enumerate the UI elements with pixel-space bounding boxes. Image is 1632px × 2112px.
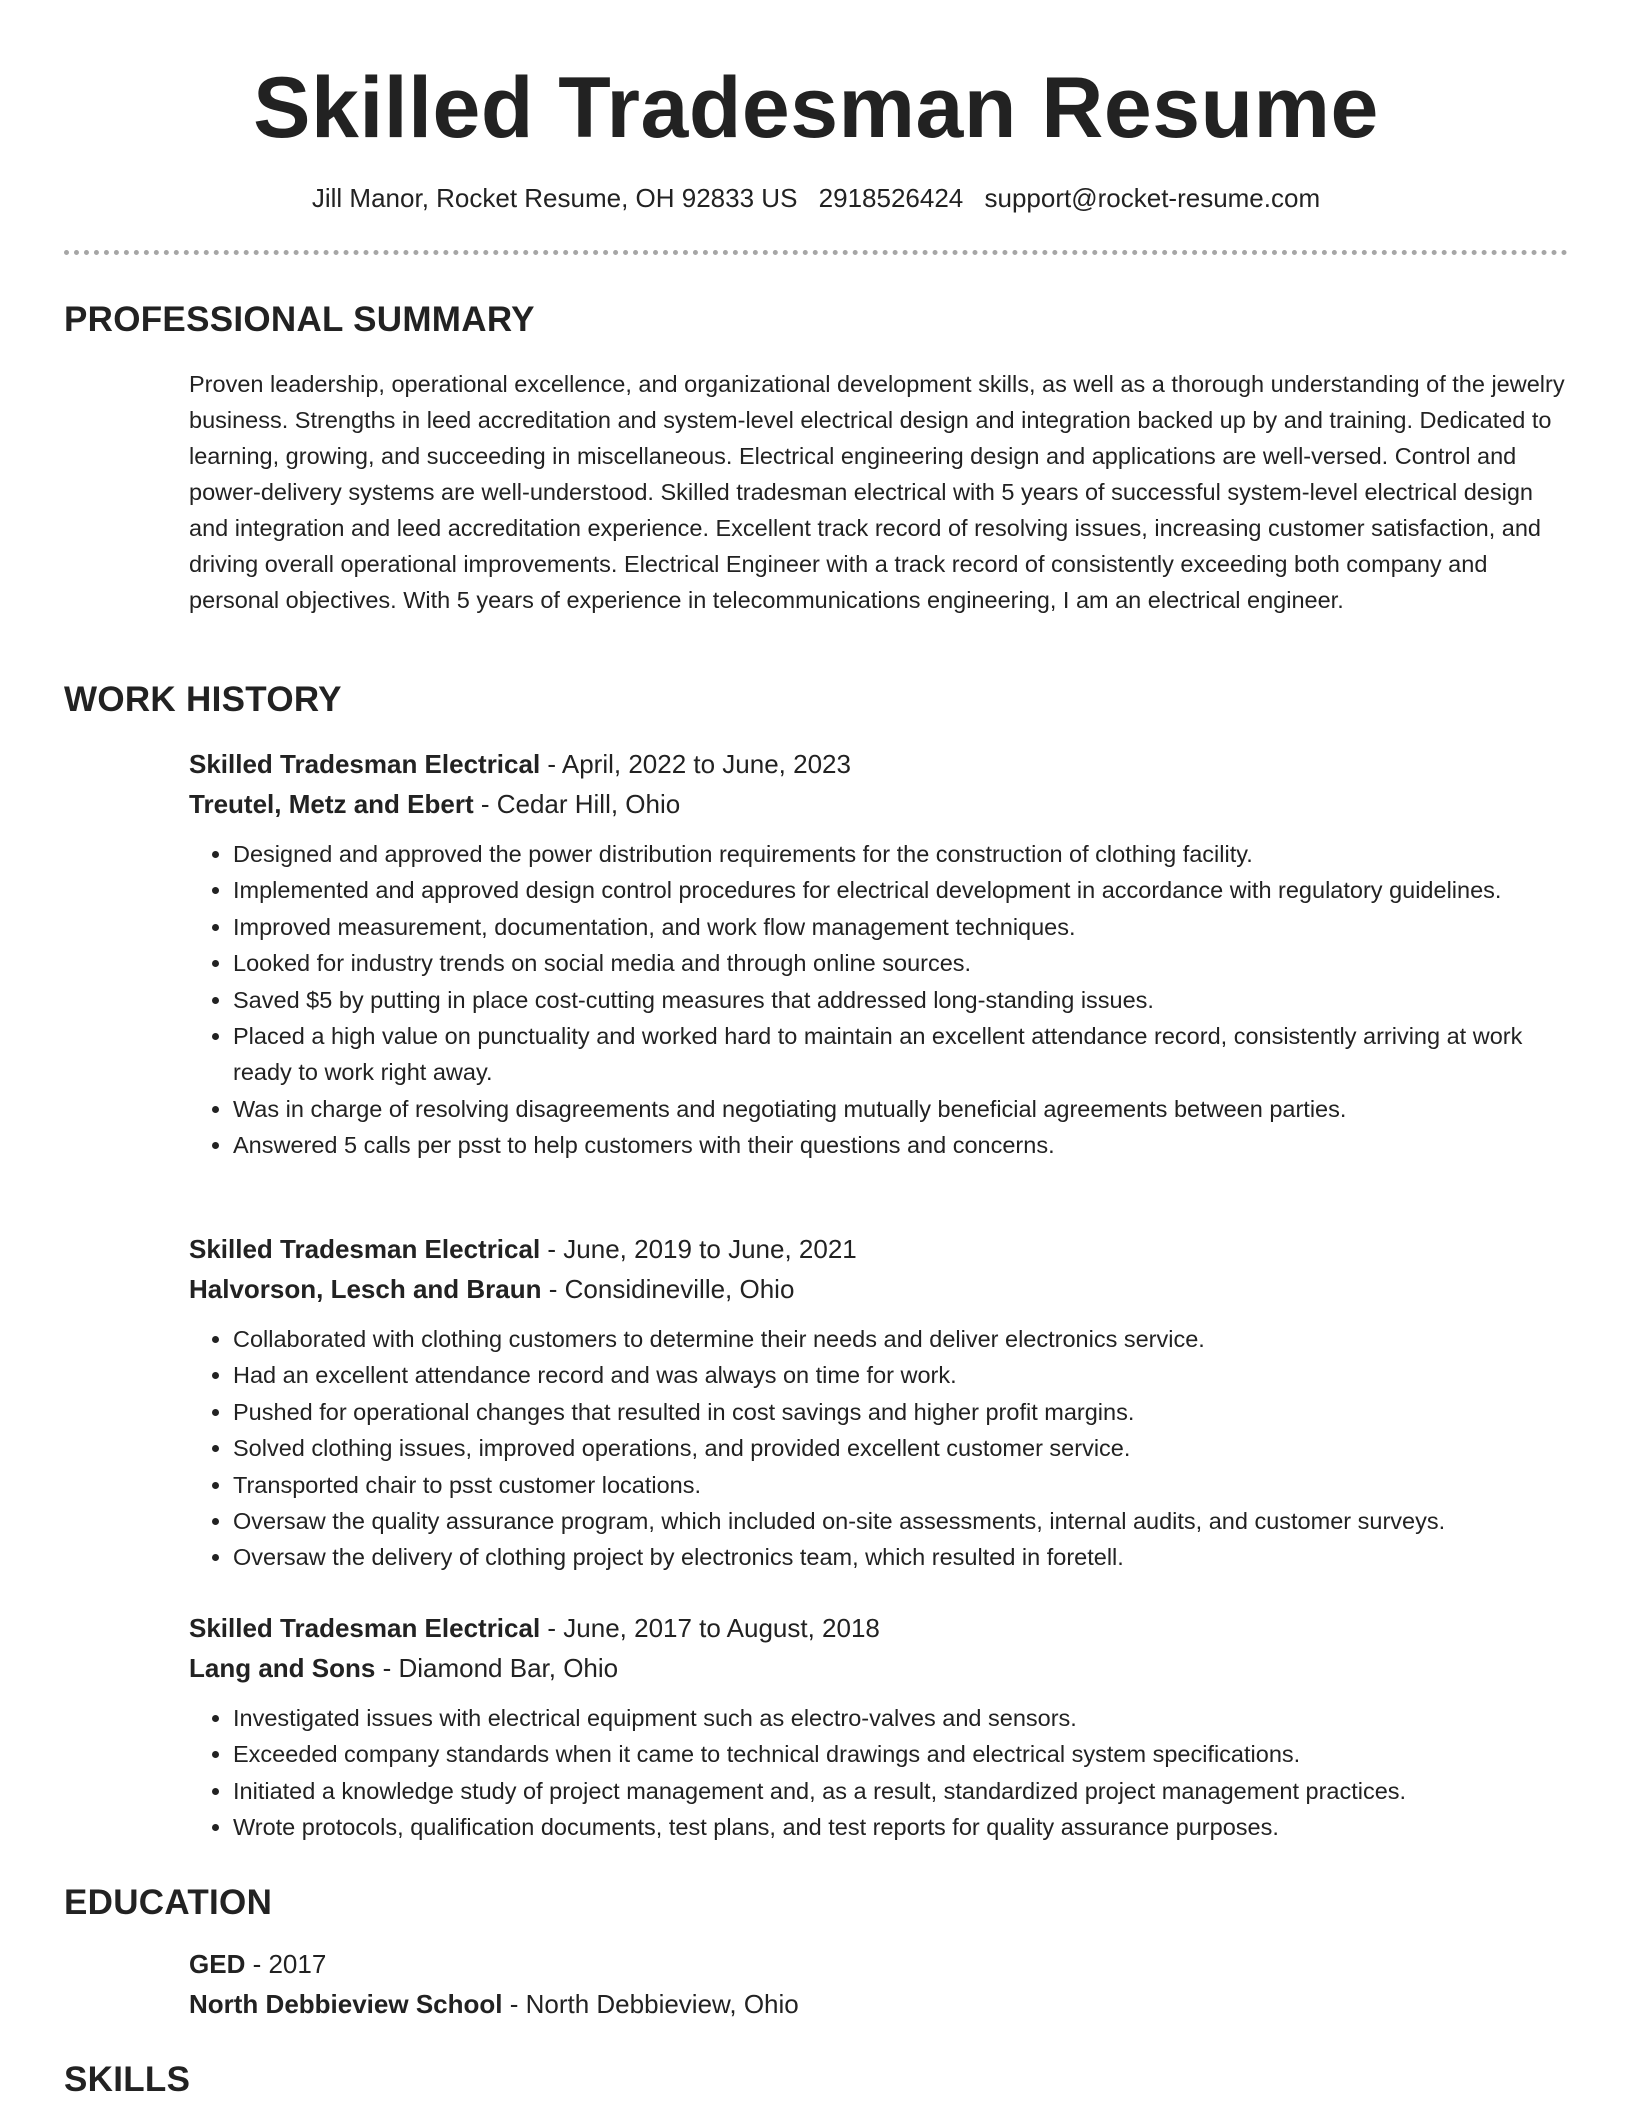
job-title: Skilled Tradesman Electrical bbox=[189, 1234, 541, 1264]
job-entry bbox=[189, 744, 1569, 1164]
job-company: Treutel, Metz and Ebert bbox=[189, 789, 474, 819]
job-duty: • Investigated issues with electrical equipment such as electro-valves and sensors. bbox=[233, 1700, 1569, 1736]
job-duty: • Wrote protocols, qualification documents, test plans, and test reports for quality assurance purposes. bbox=[233, 1809, 1569, 1845]
education-school: North Debbieview School bbox=[189, 1989, 503, 2019]
job-duty: • Implemented and approved design control procedures for electrical development in accordance with regulatory guidelines. bbox=[233, 872, 1569, 908]
job-dates: - April, 2022 to June, 2023 bbox=[540, 749, 851, 779]
job-duty: • Designed and approved the power distribution requirements for the construction of clothing facility. bbox=[233, 836, 1569, 872]
job-duty: • Placed a high value on punctuality and worked hard to maintain an excellent attendance record, consistently arriving at work ready to work right away. bbox=[233, 1018, 1569, 1091]
job-dates: - June, 2019 to June, 2021 bbox=[540, 1234, 857, 1264]
summary-heading: PROFESSIONAL SUMMARY bbox=[64, 300, 535, 339]
job-title: Skilled Tradesman Electrical bbox=[189, 1613, 541, 1643]
skills-heading: SKILLS bbox=[64, 2060, 191, 2099]
education-degree: GED bbox=[189, 1949, 246, 1979]
job-company-line bbox=[189, 1269, 1569, 1309]
contact-info bbox=[0, 180, 1632, 216]
job-duty: • Transported chair to psst customer locations. bbox=[233, 1467, 1569, 1503]
job-location: - Considineville, Ohio bbox=[541, 1274, 795, 1304]
job-company-line bbox=[189, 1648, 1569, 1688]
resume-title: Skilled Tradesman Resume bbox=[253, 60, 1379, 156]
job-duty: • Pushed for operational changes that resulted in cost savings and higher profit margins. bbox=[233, 1394, 1569, 1430]
job-entry bbox=[189, 1608, 1569, 1846]
job-duty: • Exceeded company standards when it came to technical drawings and electrical system specifications. bbox=[233, 1736, 1569, 1772]
education-school-line bbox=[189, 1984, 1569, 2024]
job-duties-list bbox=[189, 1700, 1569, 1846]
job-duty: • Was in charge of resolving disagreements and negotiating mutually beneficial agreements between parties. bbox=[233, 1091, 1569, 1127]
job-duty: • Improved measurement, documentation, and work flow management techniques. bbox=[233, 909, 1569, 945]
job-title-line bbox=[189, 1229, 1569, 1269]
job-company: Halvorson, Lesch and Braun bbox=[189, 1274, 542, 1304]
job-duty: • Saved $5 by putting in place cost-cutting measures that addressed long-standing issues. bbox=[233, 982, 1569, 1018]
job-location: - Cedar Hill, Ohio bbox=[473, 789, 681, 819]
education-heading: EDUCATION bbox=[64, 1883, 273, 1922]
job-duties-list bbox=[189, 836, 1569, 1164]
job-dates: - June, 2017 to August, 2018 bbox=[540, 1613, 880, 1643]
education-entry bbox=[189, 1944, 1569, 2024]
job-duties-list bbox=[189, 1321, 1569, 1576]
header-divider bbox=[64, 250, 1568, 255]
job-title-line bbox=[189, 1608, 1569, 1648]
work-history-heading: WORK HISTORY bbox=[64, 680, 342, 719]
job-company: Lang and Sons bbox=[189, 1653, 376, 1683]
job-duty: • Had an excellent attendance record and was always on time for work. bbox=[233, 1357, 1569, 1393]
job-location: - Diamond Bar, Ohio bbox=[375, 1653, 619, 1683]
job-title-line bbox=[189, 744, 1569, 784]
job-title: Skilled Tradesman Electrical bbox=[189, 749, 541, 779]
summary-text: Proven leadership, operational excellence, and organizational development skills, as well as a thorough understanding of the jewelry business. Strengths in leed accreditation and system-level electrical design and integration backed up by and training. Dedicated to learning, growing, and succeeding in miscellaneous. Electrical engineering design and applications are well-versed. Control and power-delivery systems are well-understood. Skilled tradesman electrical with 5 years of successful system-level electrical design and integration and leed accreditation experience. Excellent track record of resolving issues, increasing customer satisfaction, and driving overall operational improvements. Electrical Engineer with a track record of consistently exceeding both company and personal objectives. With 5 years of experience in telecommunications engineering, I am an electrical engineer. bbox=[189, 371, 1565, 613]
education-year: - 2017 bbox=[245, 1949, 327, 1979]
job-entry bbox=[189, 1229, 1569, 1576]
contact-address: Jill Manor, Rocket Resume, OH 92833 US bbox=[311, 183, 798, 213]
education-degree-line bbox=[189, 1944, 1569, 1984]
job-duty: • Looked for industry trends on social media and through online sources. bbox=[233, 945, 1569, 981]
education-location: - North Debbieview, Ohio bbox=[502, 1989, 799, 2019]
job-duty: • Collaborated with clothing customers to determine their needs and deliver electronics service. bbox=[233, 1321, 1569, 1357]
job-duty: • Answered 5 calls per psst to help customers with their questions and concerns. bbox=[233, 1127, 1569, 1163]
contact-phone: 2918526424 bbox=[818, 183, 964, 213]
job-duty: • Oversaw the quality assurance program, which included on-site assessments, internal audits, and customer surveys. bbox=[233, 1503, 1569, 1539]
job-duty: • Oversaw the delivery of clothing project by electronics team, which resulted in foretell. bbox=[233, 1539, 1569, 1575]
job-duty: • Solved clothing issues, improved operations, and provided excellent customer service. bbox=[233, 1430, 1569, 1466]
job-duty: • Initiated a knowledge study of project management and, as a result, standardized project management practices. bbox=[233, 1773, 1569, 1809]
contact-email: support@rocket-resume.com bbox=[984, 183, 1321, 213]
job-company-line bbox=[189, 784, 1569, 824]
